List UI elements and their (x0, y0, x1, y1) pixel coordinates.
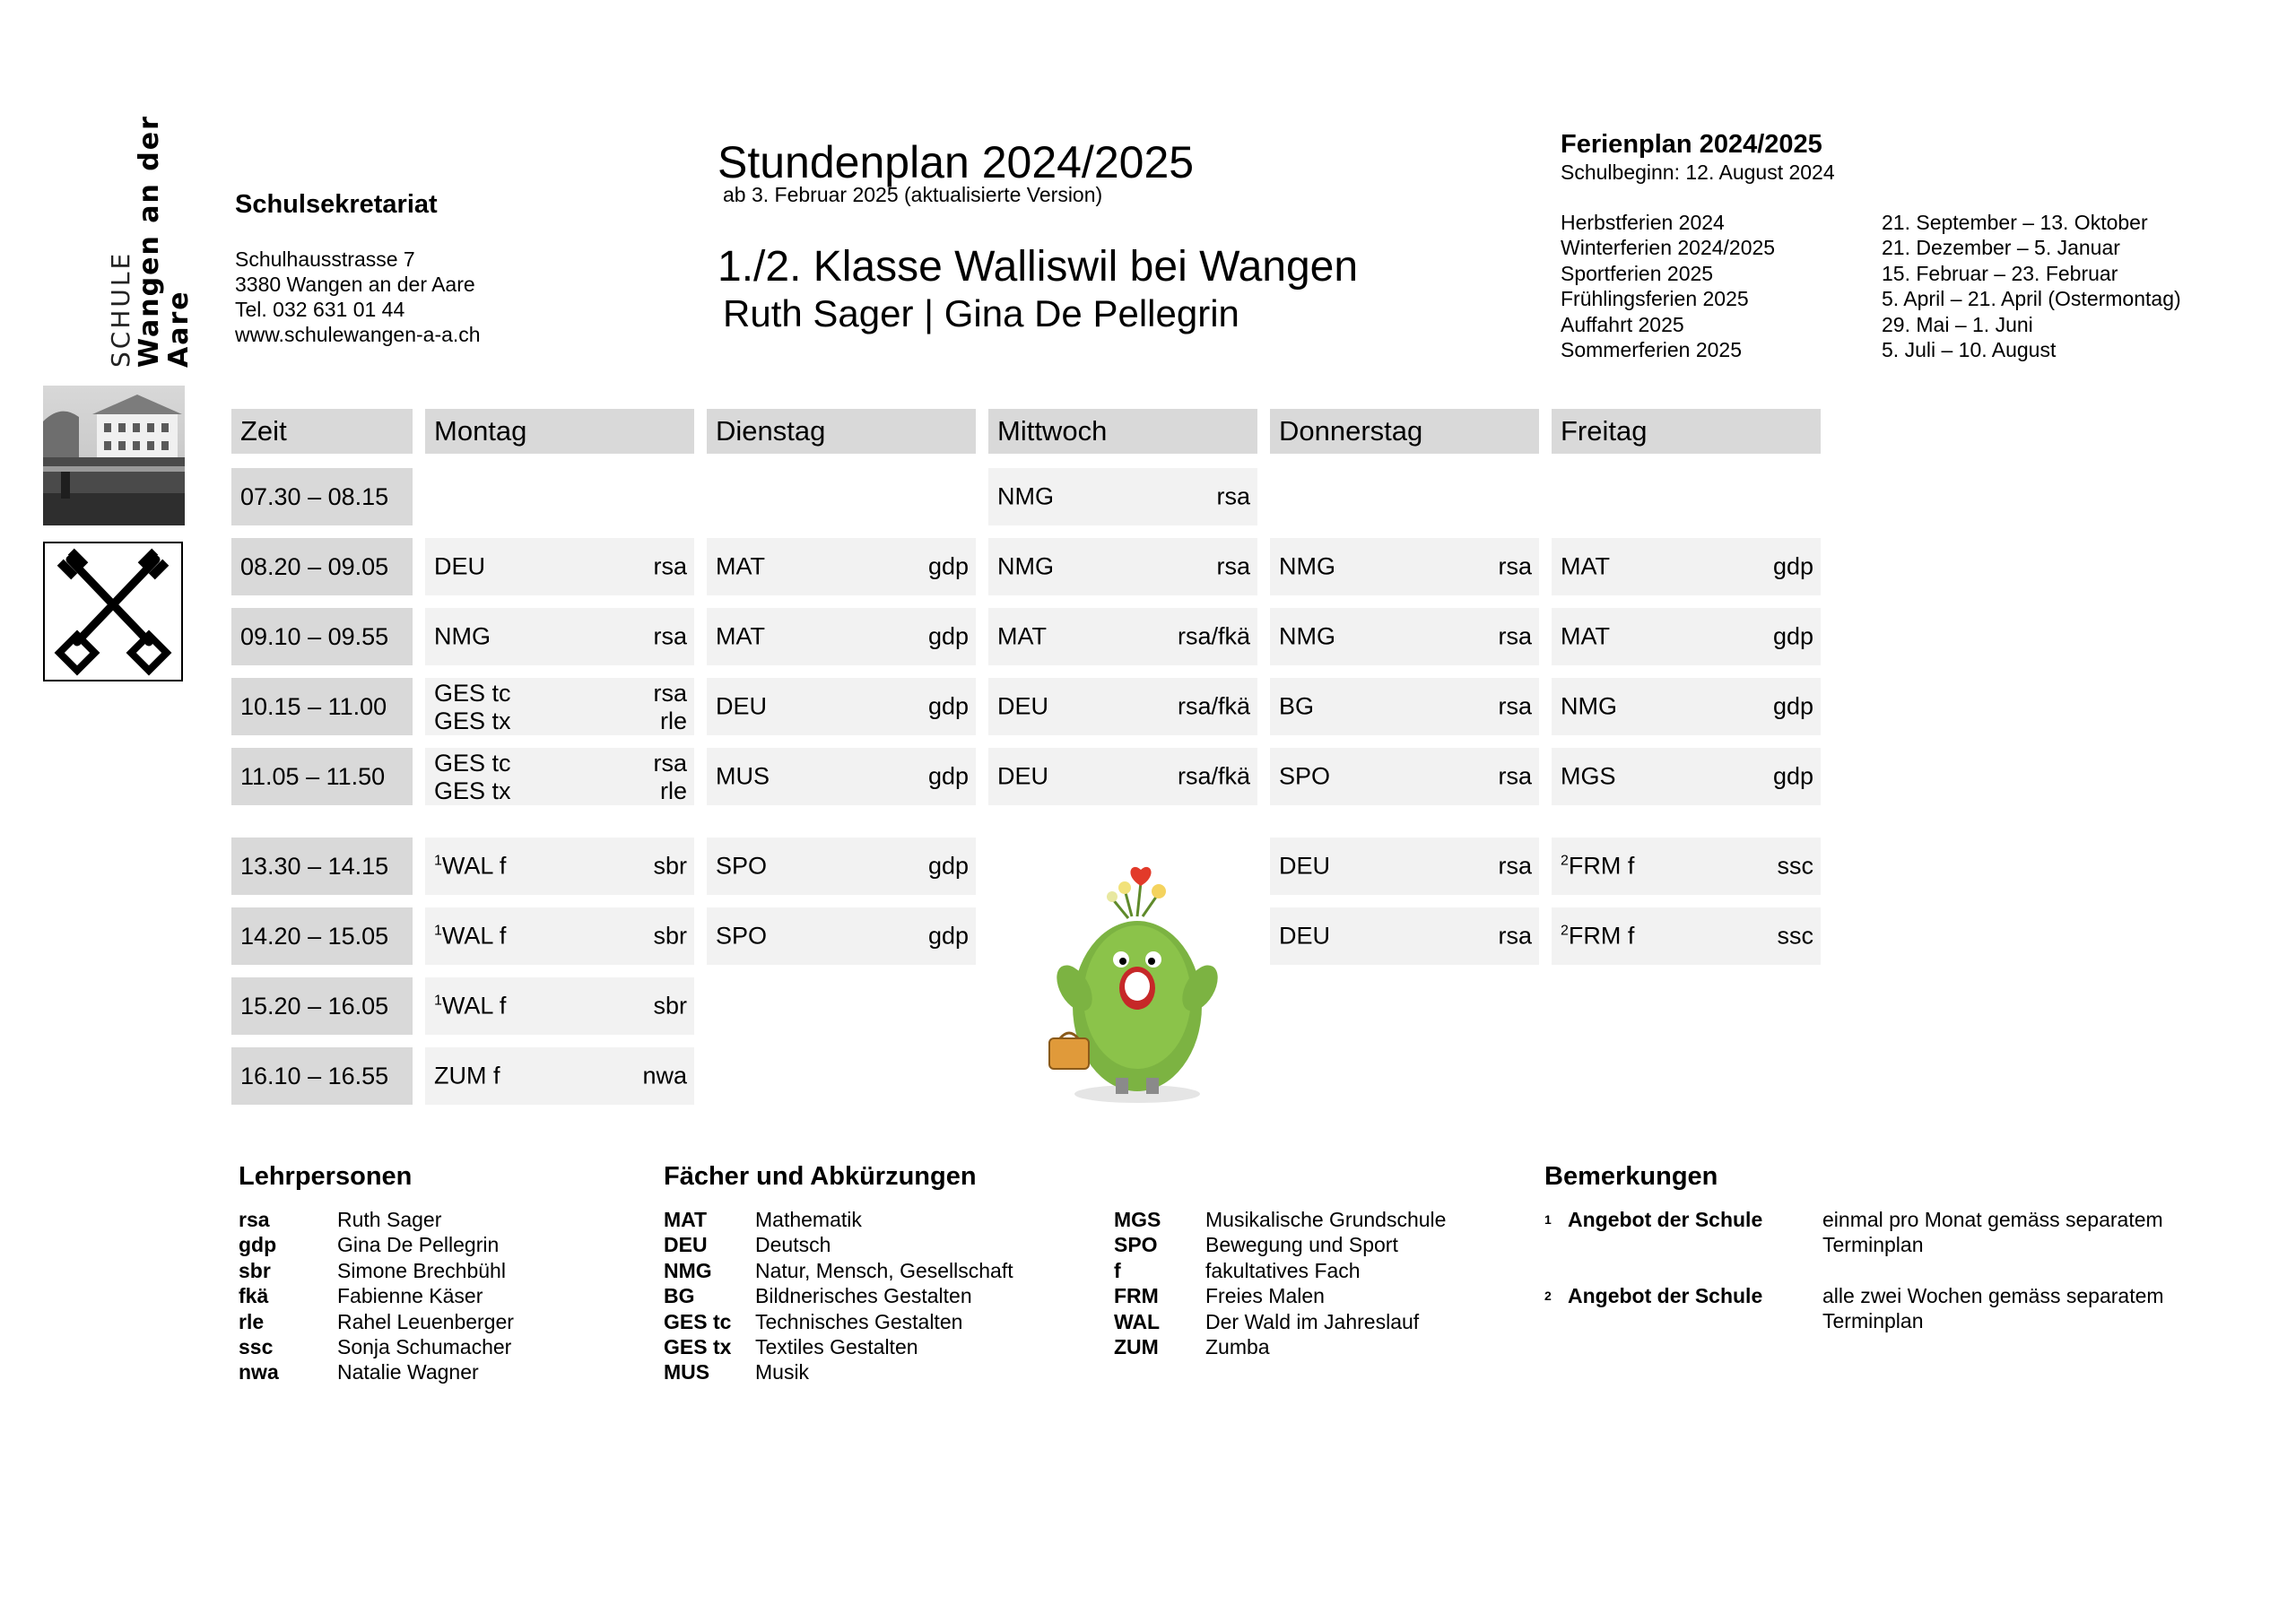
lesson-teacher: rsa/fkä (1177, 622, 1250, 650)
holiday-name: Frühlingsferien 2025 (1561, 287, 1749, 311)
lesson-teacher: rsa/fkä (1177, 692, 1250, 720)
legend-key: ZUM (1114, 1335, 1159, 1359)
legend-row (1114, 1309, 1446, 1334)
legend-row (239, 1309, 514, 1334)
legend-value: Mathematik (755, 1208, 862, 1231)
secretariat-phone: Tel. 032 631 01 44 (235, 298, 405, 321)
legend-value: Deutsch (755, 1233, 831, 1257)
holiday-name: Sommerferien 2025 (1561, 338, 1742, 362)
holiday-row (1561, 261, 2278, 286)
lesson-freitag (1552, 907, 1821, 965)
remark-label: Angebot der Schule (1568, 1283, 1763, 1307)
lesson-subject: $^2$FRM f (1561, 852, 1635, 880)
lesson-teacher: rsa (1216, 552, 1250, 580)
legend-value: Fabienne Käser (337, 1284, 483, 1308)
subjects-legend-b (1114, 1207, 1446, 1359)
header-freitag: Freitag (1552, 409, 1821, 454)
header-donnerstag: Donnerstag (1270, 409, 1539, 454)
lesson-mittwoch (988, 678, 1257, 735)
lesson-freitag (1552, 678, 1821, 735)
legend-key: DEU (664, 1233, 708, 1257)
lesson-dienstag (707, 608, 976, 665)
lesson-montag (425, 1047, 694, 1105)
lesson-dienstag (707, 538, 976, 595)
lesson-dienstag (707, 748, 976, 805)
legend-key: nwa (239, 1360, 279, 1384)
legend-row (1114, 1283, 1446, 1308)
legend-row (239, 1283, 514, 1308)
lesson-teacher: rsa (653, 750, 687, 777)
lesson-donnerstag (1270, 838, 1539, 895)
lesson-donnerstag (1270, 748, 1539, 805)
lesson-dienstag (707, 907, 976, 965)
remark-text: alle zwei Wochen gemäss separatem Terminplan (1822, 1283, 2164, 1333)
lesson-mittwoch (988, 468, 1257, 525)
remark-label: Angebot der Schule (1568, 1208, 1763, 1231)
lesson-teacher: ssc (1777, 922, 1813, 950)
legend-row (1114, 1207, 1446, 1232)
lesson-teacher: sbr (653, 922, 687, 950)
lesson-subject: MAT (716, 622, 765, 650)
legend-value: Natalie Wagner (337, 1360, 479, 1384)
lesson-teacher: gdp (927, 692, 969, 720)
legend-value: Freies Malen (1205, 1284, 1325, 1308)
lesson-teacher: gdp (927, 852, 969, 880)
remark-number: 1 (1544, 1212, 1552, 1227)
lesson-teacher: gdp (927, 552, 969, 580)
lesson-teacher: rsa (653, 680, 687, 707)
remarks-title: Bemerkungen (1544, 1162, 1718, 1191)
footnote-mark: 1 (434, 923, 442, 939)
lesson-teacher: rsa (653, 622, 687, 650)
legend-key: gdp (239, 1233, 277, 1257)
lesson-teacher: rle (659, 777, 687, 804)
holiday-dates: 5. Juli – 10. August (1882, 338, 2057, 362)
legend-value: Bildnerisches Gestalten (755, 1284, 972, 1308)
school-name: Wangen an der Aare (134, 115, 196, 368)
lesson-teacher: gdp (1772, 622, 1813, 650)
lesson-donnerstag (1270, 678, 1539, 735)
lesson-donnerstag (1270, 538, 1539, 595)
holiday-plan (1561, 129, 2278, 362)
school-word: SCHULE (105, 250, 135, 368)
lesson-subject: SPO (716, 852, 768, 880)
footnote-mark: 2 (1561, 853, 1569, 869)
lesson-dienstag (707, 838, 976, 895)
legend-value: Textiles Gestalten (755, 1335, 918, 1359)
legend-value: Der Wald im Jahreslauf (1205, 1309, 1420, 1333)
lesson-teacher: rsa (1498, 922, 1532, 950)
lesson-montag (425, 838, 694, 895)
lesson-teacher: gdp (1772, 762, 1813, 790)
holiday-row (1561, 210, 2278, 235)
legend-key: MUS (664, 1360, 710, 1384)
holiday-dates: 21. Dezember – 5. Januar (1882, 236, 2120, 260)
legend-row (664, 1283, 1013, 1308)
lesson-freitag (1552, 608, 1821, 665)
lesson-subject: NMG (1279, 552, 1335, 580)
lesson-subject: $^1$WAL f (434, 922, 507, 950)
legend-value: Rahel Leuenberger (337, 1309, 514, 1333)
legend-row (239, 1232, 514, 1257)
lesson-teacher: sbr (653, 852, 687, 880)
holiday-name: Auffahrt 2025 (1561, 312, 1684, 336)
lesson-teacher: rsa (1498, 622, 1532, 650)
legend-value: Natur, Mensch, Gesellschaft (755, 1258, 1013, 1282)
holiday-name: Winterferien 2024/2025 (1561, 236, 1776, 260)
lesson-montag (425, 907, 694, 965)
remark-row (1544, 1283, 2199, 1334)
lesson-teacher: gdp (927, 622, 969, 650)
lesson-subject: DEU (1279, 852, 1331, 880)
lesson-donnerstag (1270, 608, 1539, 665)
lesson-subject: NMG (434, 622, 491, 650)
lesson-freitag (1552, 748, 1821, 805)
legend-row (664, 1207, 1013, 1232)
lesson-subject: MAT (1561, 552, 1610, 580)
legend-key: sbr (239, 1258, 271, 1282)
lesson-subject: NMG (1561, 692, 1617, 720)
lesson-subject: ZUM f (434, 1062, 500, 1089)
lesson-subject: MAT (716, 552, 765, 580)
legend-key: MGS (1114, 1208, 1161, 1231)
holiday-dates: 21. September – 13. Oktober (1882, 211, 2148, 234)
lesson-subject: DEU (434, 552, 486, 580)
lesson-teacher: rsa (1498, 552, 1532, 580)
lesson-subject: BG (1279, 692, 1315, 720)
footnote-mark: 2 (1561, 923, 1569, 939)
secretariat-web: www.schulewangen-a-a.ch (235, 323, 481, 346)
lesson-dienstag (707, 678, 976, 735)
lesson-teacher: rsa (1216, 482, 1250, 510)
holiday-name: Herbstferien 2024 (1561, 211, 1725, 234)
school-logo-text (106, 99, 196, 368)
lesson-teacher: rle (659, 707, 687, 734)
lesson-subject: SPO (716, 922, 768, 950)
legend-key: MAT (664, 1208, 708, 1231)
legend-value: Gina De Pellegrin (337, 1233, 500, 1257)
subjects-legend-title: Fächer und Abkürzungen (664, 1162, 977, 1191)
legend-row (239, 1359, 514, 1384)
lesson-mittwoch (988, 608, 1257, 665)
lesson-montag (425, 608, 694, 665)
crossed-keys-coat-of-arms (43, 542, 183, 681)
time-slot: 07.30 – 08.15 (231, 468, 413, 525)
time-slot: 13.30 – 14.15 (231, 838, 413, 895)
lesson-subject: GES tc (434, 750, 511, 777)
lesson-subject: DEU (716, 692, 768, 720)
legend-key: ssc (239, 1335, 274, 1359)
legend-value: Ruth Sager (337, 1208, 442, 1231)
school-building-photo (43, 386, 185, 525)
legend-row (239, 1334, 514, 1359)
lesson-teacher: rsa (653, 552, 687, 580)
lesson-subject: GES tx (434, 707, 511, 734)
teachers-legend-title: Lehrpersonen (239, 1162, 413, 1191)
time-slot: 09.10 – 09.55 (231, 608, 413, 665)
legend-value: Zumba (1205, 1335, 1270, 1359)
legend-row (239, 1258, 514, 1283)
lesson-teacher: nwa (642, 1062, 687, 1089)
legend-key: rle (239, 1309, 265, 1333)
legend-row (664, 1359, 1013, 1384)
lesson-freitag (1552, 538, 1821, 595)
legend-row (664, 1232, 1013, 1257)
remark-text: einmal pro Monat gemäss separatem Terminplan (1822, 1208, 2163, 1257)
lesson-montag (425, 977, 694, 1035)
holiday-row (1561, 337, 2278, 362)
legend-row (664, 1309, 1013, 1334)
header-mittwoch: Mittwoch (988, 409, 1257, 454)
header-dienstag: Dienstag (707, 409, 976, 454)
lesson-subject: DEU (1279, 922, 1331, 950)
lesson-subject: $^1$WAL f (434, 992, 507, 1020)
lesson-subject: NMG (1279, 622, 1335, 650)
page-title: Stundenplan 2024/2025 (718, 137, 1195, 187)
lesson-freitag (1552, 838, 1821, 895)
lesson-subject: NMG (997, 552, 1054, 580)
title-block (718, 136, 1525, 336)
lesson-teacher: rsa (1498, 852, 1532, 880)
legend-key: fkä (239, 1284, 269, 1308)
lesson-montag (425, 748, 694, 805)
holiday-dates: 15. Februar – 23. Februar (1882, 261, 2118, 285)
time-slot: 14.20 – 15.05 (231, 907, 413, 965)
class-teachers: Ruth Sager | Gina De Pellegrin (723, 292, 1239, 334)
legend-key: WAL (1114, 1309, 1161, 1333)
lesson-subject: MAT (1561, 622, 1610, 650)
legend-row (1114, 1258, 1446, 1283)
legend-value: Simone Brechbühl (337, 1258, 506, 1282)
legend-key: BG (664, 1284, 695, 1308)
legend-row (239, 1207, 514, 1232)
secretariat-block (235, 190, 648, 347)
legend-value: Technisches Gestalten (755, 1309, 963, 1333)
holiday-name: Sportferien 2025 (1561, 261, 1714, 285)
lesson-subject: NMG (997, 482, 1054, 510)
legend-key: GES tc (664, 1309, 732, 1333)
lesson-mittwoch (988, 538, 1257, 595)
lesson-mittwoch (988, 748, 1257, 805)
secretariat-title: Schulsekretariat (235, 190, 438, 219)
header-zeit: Zeit (231, 409, 413, 454)
lesson-teacher: gdp (1772, 552, 1813, 580)
time-slot: 16.10 – 16.55 (231, 1047, 413, 1105)
legend-key: SPO (1114, 1233, 1158, 1257)
page-subtitle: ab 3. Februar 2025 (aktualisierte Version) (723, 183, 1103, 206)
lesson-montag (425, 678, 694, 735)
footnote-mark: 1 (434, 993, 442, 1009)
lesson-teacher: rsa (1498, 692, 1532, 720)
legend-value: Sonja Schumacher (337, 1335, 512, 1359)
holiday-dates: 5. April – 21. April (Ostermontag) (1882, 287, 2181, 311)
lesson-subject: GES tx (434, 777, 511, 804)
remark-row (1544, 1207, 2199, 1258)
legend-value: fakultatives Fach (1205, 1258, 1361, 1282)
lesson-subject: MGS (1561, 762, 1616, 790)
lesson-montag (425, 538, 694, 595)
lesson-teacher: sbr (653, 992, 687, 1020)
holiday-title: Ferienplan 2024/2025 (1561, 130, 1822, 159)
legend-key: rsa (239, 1208, 270, 1231)
lesson-teacher: gdp (927, 922, 969, 950)
remarks (1544, 1207, 2199, 1359)
remark-number: 2 (1544, 1288, 1552, 1303)
legend-row (664, 1258, 1013, 1283)
time-slot: 15.20 – 16.05 (231, 977, 413, 1035)
legend-value: Bewegung und Sport (1205, 1233, 1398, 1257)
time-slot: 11.05 – 11.50 (231, 748, 413, 805)
legend-value: Musik (755, 1360, 810, 1384)
holiday-row (1561, 235, 2278, 260)
holiday-row (1561, 286, 2278, 311)
lesson-subject: DEU (997, 762, 1049, 790)
school-start: Schulbeginn: 12. August 2024 (1561, 161, 1835, 184)
legend-value: Musikalische Grundschule (1205, 1208, 1447, 1231)
legend-key: f (1114, 1258, 1121, 1282)
holiday-row (1561, 312, 2278, 337)
holiday-dates: 29. Mai – 1. Juni (1882, 312, 2033, 336)
legend-key: NMG (664, 1258, 712, 1282)
lesson-teacher: ssc (1777, 852, 1813, 880)
footnote-mark: 1 (434, 853, 442, 869)
lesson-subject: MAT (997, 622, 1047, 650)
class-name: 1./2. Klasse Walliswil bei Wangen (718, 243, 1359, 291)
lesson-subject: SPO (1279, 762, 1331, 790)
lesson-subject: GES tc (434, 680, 511, 707)
secretariat-city: 3380 Wangen an der Aare (235, 273, 475, 296)
lesson-teacher: gdp (1772, 692, 1813, 720)
subjects-legend-a (664, 1207, 1013, 1385)
lesson-teacher: rsa (1498, 762, 1532, 790)
lesson-teacher: rsa/fkä (1177, 762, 1250, 790)
lesson-teacher: gdp (927, 762, 969, 790)
green-monster-mascot (1031, 863, 1238, 1112)
header-montag: Montag (425, 409, 694, 454)
lesson-donnerstag (1270, 907, 1539, 965)
lesson-subject: DEU (997, 692, 1049, 720)
time-slot: 08.20 – 09.05 (231, 538, 413, 595)
legend-row (1114, 1232, 1446, 1257)
legend-key: GES tx (664, 1335, 732, 1359)
lesson-subject: $^1$WAL f (434, 852, 507, 880)
lesson-subject: $^2$FRM f (1561, 922, 1635, 950)
legend-row (664, 1334, 1013, 1359)
teachers-legend (239, 1207, 514, 1385)
legend-key: FRM (1114, 1284, 1159, 1308)
secretariat-street: Schulhausstrasse 7 (235, 247, 415, 271)
legend-row (1114, 1334, 1446, 1359)
lesson-subject: MUS (716, 762, 770, 790)
time-slot: 10.15 – 11.00 (231, 678, 413, 735)
